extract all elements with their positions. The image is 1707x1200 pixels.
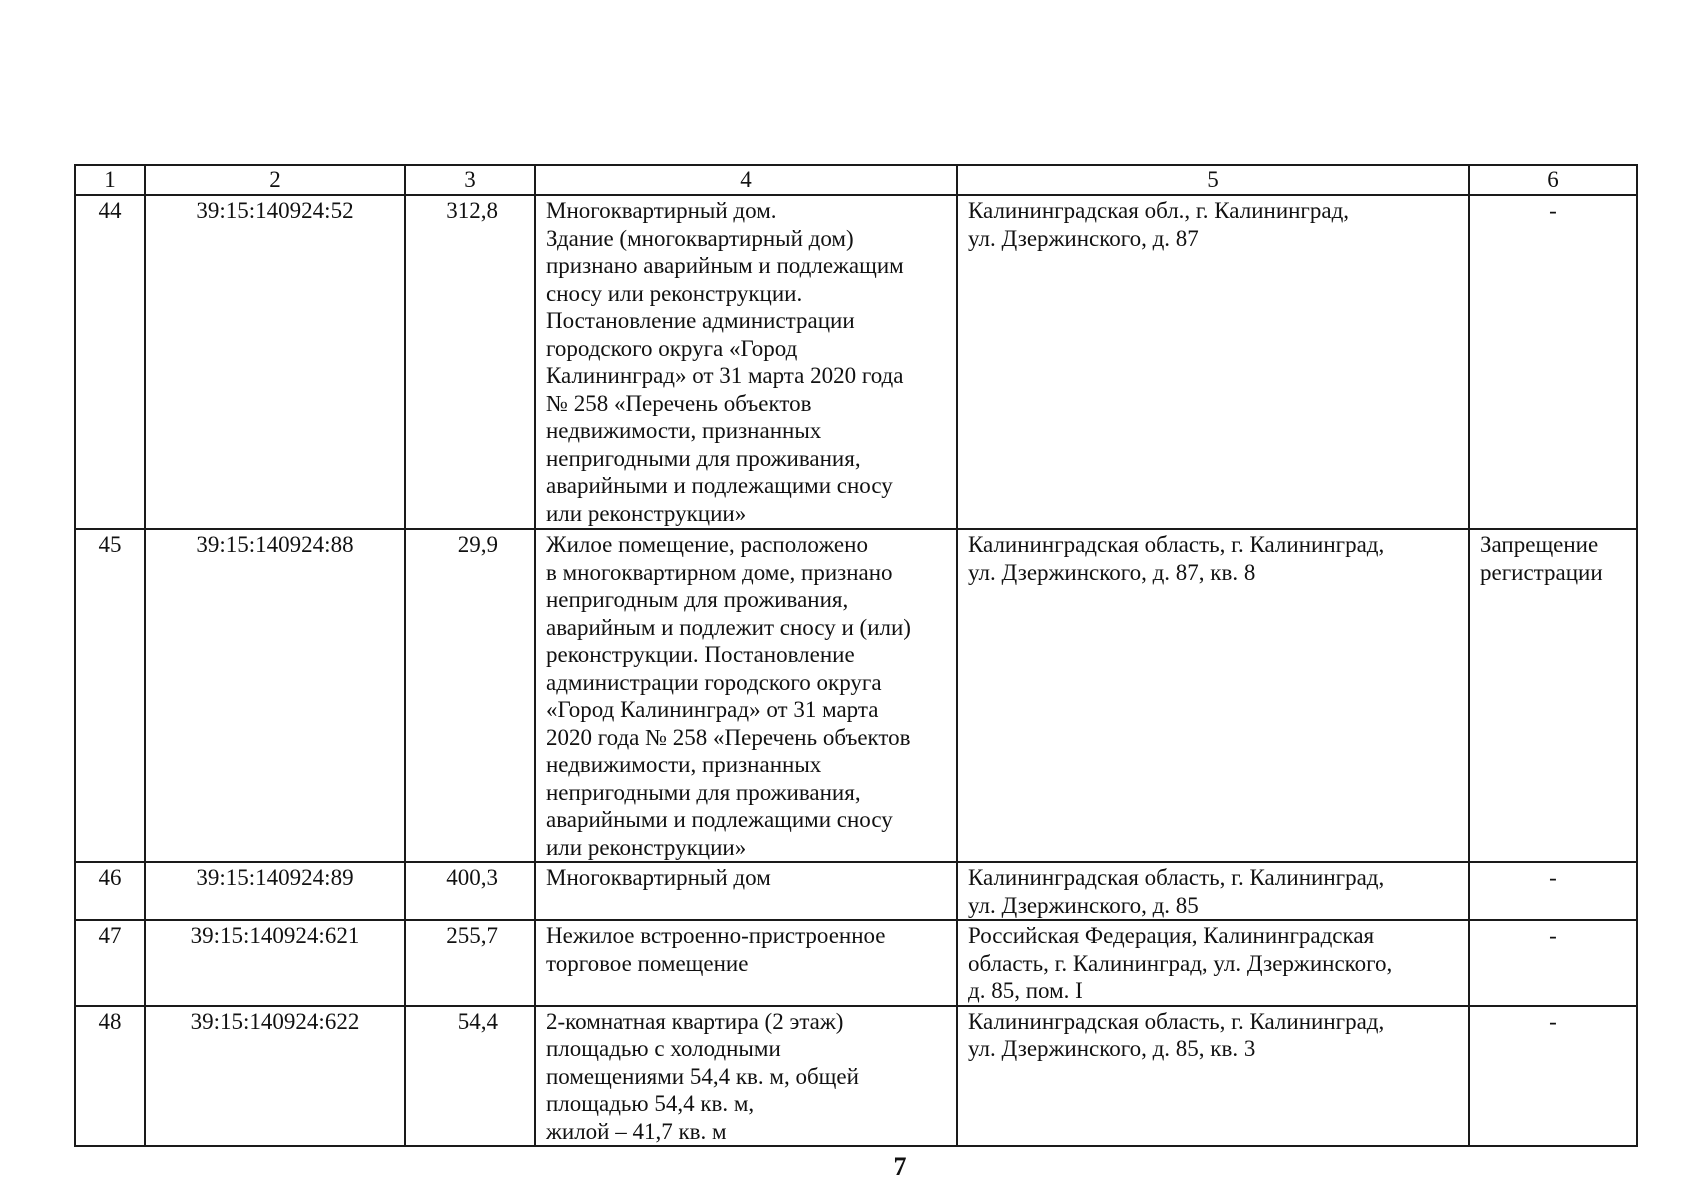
object-address: Калининградская область, г. Калининград, ул. Дзержинского, д. 87, кв. 8 (957, 529, 1469, 862)
header-row (75, 165, 1637, 195)
cadastral-number: 39:15:140924:621 (145, 920, 405, 1006)
page-number: 7 (893, 1152, 907, 1181)
encumbrance: - (1469, 195, 1637, 529)
row-number: 46 (75, 862, 145, 920)
object-description: Нежилое встроенно-пристроенное торговое помещение (535, 920, 957, 1006)
encumbrance: - (1469, 920, 1637, 1006)
row-number: 45 (75, 529, 145, 862)
cadastral-number: 39:15:140924:52 (145, 195, 405, 529)
header-col-4: 4 (535, 165, 957, 195)
table-body (75, 195, 1637, 1146)
cadastral-number: 39:15:140924:622 (145, 1006, 405, 1147)
area-value: 29,9 (405, 529, 535, 862)
table-row (75, 529, 1637, 862)
header-col-3: 3 (405, 165, 535, 195)
encumbrance: - (1469, 862, 1637, 920)
object-address: Калининградская область, г. Калининград, ул. Дзержинского, д. 85, кв. 3 (957, 1006, 1469, 1147)
row-number: 44 (75, 195, 145, 529)
encumbrance: - (1469, 1006, 1637, 1147)
object-description: Многоквартирный дом. Здание (многоквартирный дом) признано аварийным и подлежащим сносу или реконструкции. Постановление администрации городского округа «Город Калининград» от 31 марта 2020 года № 258 «Перечень объектов недвижимости, признанных непригодными для проживания, аварийными и подлежащими сносу или реконструкции» (535, 195, 957, 529)
object-address: Калининградская область, г. Калининград, ул. Дзержинского, д. 85 (957, 862, 1469, 920)
object-description: 2-комнатная квартира (2 этаж) площадью с холодными помещениями 54,4 кв. м, общей площадью 54,4 кв. м, жилой – 41,7 кв. м (535, 1006, 957, 1147)
cadastral-number: 39:15:140924:88 (145, 529, 405, 862)
row-number: 48 (75, 1006, 145, 1147)
area-value: 255,7 (405, 920, 535, 1006)
table-row (75, 920, 1637, 1006)
object-description: Многоквартирный дом (535, 862, 957, 920)
row-number: 47 (75, 920, 145, 1006)
table-row (75, 862, 1637, 920)
header-col-1: 1 (75, 165, 145, 195)
table-row (75, 1006, 1637, 1147)
header-col-5: 5 (957, 165, 1469, 195)
cadastral-number: 39:15:140924:89 (145, 862, 405, 920)
area-value: 54,4 (405, 1006, 535, 1147)
area-value: 400,3 (405, 862, 535, 920)
header-col-6: 6 (1469, 165, 1637, 195)
object-description: Жилое помещение, расположено в многоквартирном доме, признано непригодным для проживания, аварийным и подлежит сносу и (или) реконструкции. Постановление администрации городского округа «Город Калининград» от 31 марта 2020 года № 258 «Перечень объектов недвижимости, признанных непригодными для проживания, аварийными и подлежащими сносу или реконструкции» (535, 529, 957, 862)
area-value: 312,8 (405, 195, 535, 529)
table-header (75, 165, 1637, 195)
object-address: Российская Федерация, Калининградская область, г. Калининград, ул. Дзержинского, д. 85, пом. I (957, 920, 1469, 1006)
encumbrance: Запрещение регистрации (1469, 529, 1637, 862)
object-address: Калининградская обл., г. Калининград, ул. Дзержинского, д. 87 (957, 195, 1469, 529)
property-table (74, 164, 1638, 1147)
header-col-2: 2 (145, 165, 405, 195)
table-row (75, 195, 1637, 529)
